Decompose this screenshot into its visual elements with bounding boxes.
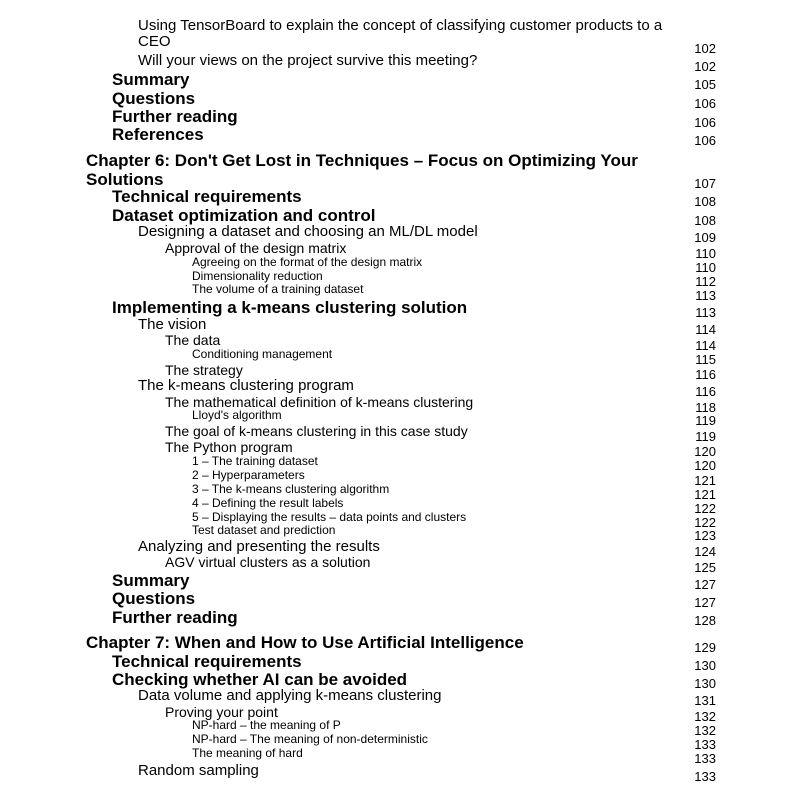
toc-entry-title: Designing a dataset and choosing an ML/DL model — [138, 223, 478, 240]
toc-entry-title: Will your views on the project survive this meeting? — [138, 52, 478, 69]
toc-entry-page-number: 133 — [694, 751, 716, 766]
toc-entry-title: The k-means clustering program — [138, 377, 354, 394]
toc-entry-title: Lloyd's algorithm — [192, 408, 282, 422]
toc-entry-page-number: 122 — [694, 515, 716, 530]
toc-entry-title: Approval of the design matrix — [165, 240, 347, 256]
toc-entry-page-number: 106 — [694, 133, 716, 148]
toc-entry-page-number: 128 — [694, 613, 716, 628]
toc-entry-title: The meaning of hard — [192, 746, 303, 760]
toc-entry-page-number: 122 — [694, 501, 716, 516]
toc-entry-title: The goal of k-means clustering in this case study — [165, 423, 468, 439]
toc-entry-title: The vision — [138, 316, 207, 333]
toc-entry-title: Agreeing on the format of the design matrix — [192, 255, 423, 269]
toc-entry-title: The data — [165, 332, 221, 348]
toc-entry-title: Chapter 6: Don't Get Lost in Techniques – Focus on Optimizing Your Solutions — [86, 151, 638, 189]
toc-entry-page-number: 106 — [694, 115, 716, 130]
toc-entry-page-number: 132 — [694, 723, 716, 738]
toc-entry-page-number: 124 — [694, 544, 716, 559]
toc-entry-title: AGV virtual clusters as a solution — [165, 554, 371, 570]
toc-entry-page-number: 107 — [694, 176, 716, 191]
toc-entry-page-number: 120 — [694, 444, 716, 459]
toc-entry-page-number: 119 — [695, 413, 716, 428]
toc-entry-page-number: 127 — [694, 595, 716, 610]
toc-entry-title: Random sampling — [138, 762, 259, 779]
toc-entry-page-number: 112 — [695, 274, 716, 289]
toc-entry-title: Questions — [112, 589, 196, 608]
toc-entry-title: The strategy — [165, 362, 243, 378]
toc-entry-title: Summary — [112, 571, 190, 590]
toc-entry-page-number: 109 — [694, 230, 716, 245]
toc-entry-page-number: 121 — [694, 487, 716, 502]
toc-entry-title: Data volume and applying k-means clustering — [138, 687, 442, 704]
toc-entry-title: 1 – The training dataset — [192, 454, 318, 468]
toc-entry-title: The volume of a training dataset — [192, 282, 364, 296]
toc-entry-page-number: 127 — [694, 577, 716, 592]
toc-entry-title: 2 – Hyperparameters — [192, 468, 305, 482]
toc-entry-page-number: 102 — [694, 59, 716, 74]
toc-entry-title: Technical requirements — [112, 652, 302, 671]
toc-entry-title: Analyzing and presenting the results — [138, 538, 380, 555]
toc-entry-page-number: 130 — [694, 658, 716, 673]
toc-entry-page-number: 110 — [695, 260, 716, 275]
toc-entry-page-number: 114 — [695, 322, 716, 337]
toc-entry-title: 4 – Defining the result labels — [192, 496, 344, 510]
toc-entry-title: Test dataset and prediction — [192, 523, 336, 537]
toc-entry-title: Further reading — [112, 107, 238, 126]
toc-entry-title: 3 – The k-means clustering algorithm — [192, 482, 390, 496]
toc-entry-page-number: 113 — [695, 305, 716, 320]
toc-entry-page-number: 119 — [695, 429, 716, 444]
toc-entry-page-number: 102 — [694, 41, 716, 56]
toc-entry-page-number: 132 — [694, 709, 716, 724]
toc-entry-page-number: 129 — [694, 640, 716, 655]
toc-entry-page-number: 118 — [695, 400, 716, 415]
toc-entry-title: Proving your point — [165, 704, 278, 720]
toc-entry-page-number: 105 — [694, 77, 716, 92]
toc-entry-title: Further reading — [112, 608, 238, 627]
toc-entry-page-number: 133 — [694, 769, 716, 784]
toc-entry-title: Technical requirements — [112, 187, 302, 206]
toc-entry-page-number: 115 — [695, 352, 716, 367]
toc-entry-page-number: 121 — [694, 473, 716, 488]
toc-entry-title: The mathematical definition of k-means clustering — [165, 394, 474, 410]
toc-entry-page-number: 108 — [694, 194, 716, 209]
toc-entry-page-number: 106 — [694, 96, 716, 111]
toc-entry-page-number: 130 — [694, 676, 716, 691]
toc-entry-page-number: 125 — [694, 560, 716, 575]
toc-entry-title: Dimensionality reduction — [192, 269, 323, 283]
toc-entry-page-number: 120 — [694, 458, 716, 473]
toc-entry-page-number: 114 — [695, 338, 716, 353]
toc-entry-page-number: 110 — [695, 246, 716, 261]
toc-entry-page-number: 131 — [694, 693, 716, 708]
toc-entry-title: NP-hard – the meaning of P — [192, 718, 341, 732]
toc-entry-page-number: 133 — [694, 737, 716, 752]
toc-entry-title: Conditioning management — [192, 347, 333, 361]
toc-entry-page-number: 108 — [694, 213, 716, 228]
toc-entry-title: References — [112, 125, 204, 144]
toc-entry-title: Using TensorBoard to explain the concept of classifying customer products to a CEO — [138, 17, 663, 50]
toc-entry-title: Questions — [112, 89, 196, 108]
toc-entry-title: Implementing a k-means clustering solution — [112, 298, 468, 317]
toc-entry-title: Dataset optimization and control — [112, 206, 376, 225]
toc-entry-page-number: 116 — [695, 367, 716, 382]
toc-entry-title: The Python program — [165, 439, 293, 455]
toc-entry-title: 5 – Displaying the results – data points and clusters — [192, 510, 467, 524]
toc-entry-title: Checking whether AI can be avoided — [112, 670, 408, 689]
toc-entry-title: Summary — [112, 70, 190, 89]
toc-entry-title: NP-hard – The meaning of non-deterministic — [192, 732, 428, 746]
toc-entry-page-number: 113 — [695, 288, 716, 303]
toc-entry-title: Chapter 7: When and How to Use Artificial Intelligence — [86, 633, 524, 652]
toc-entry-page-number: 116 — [695, 384, 716, 399]
toc-entry-page-number: 123 — [694, 528, 716, 543]
